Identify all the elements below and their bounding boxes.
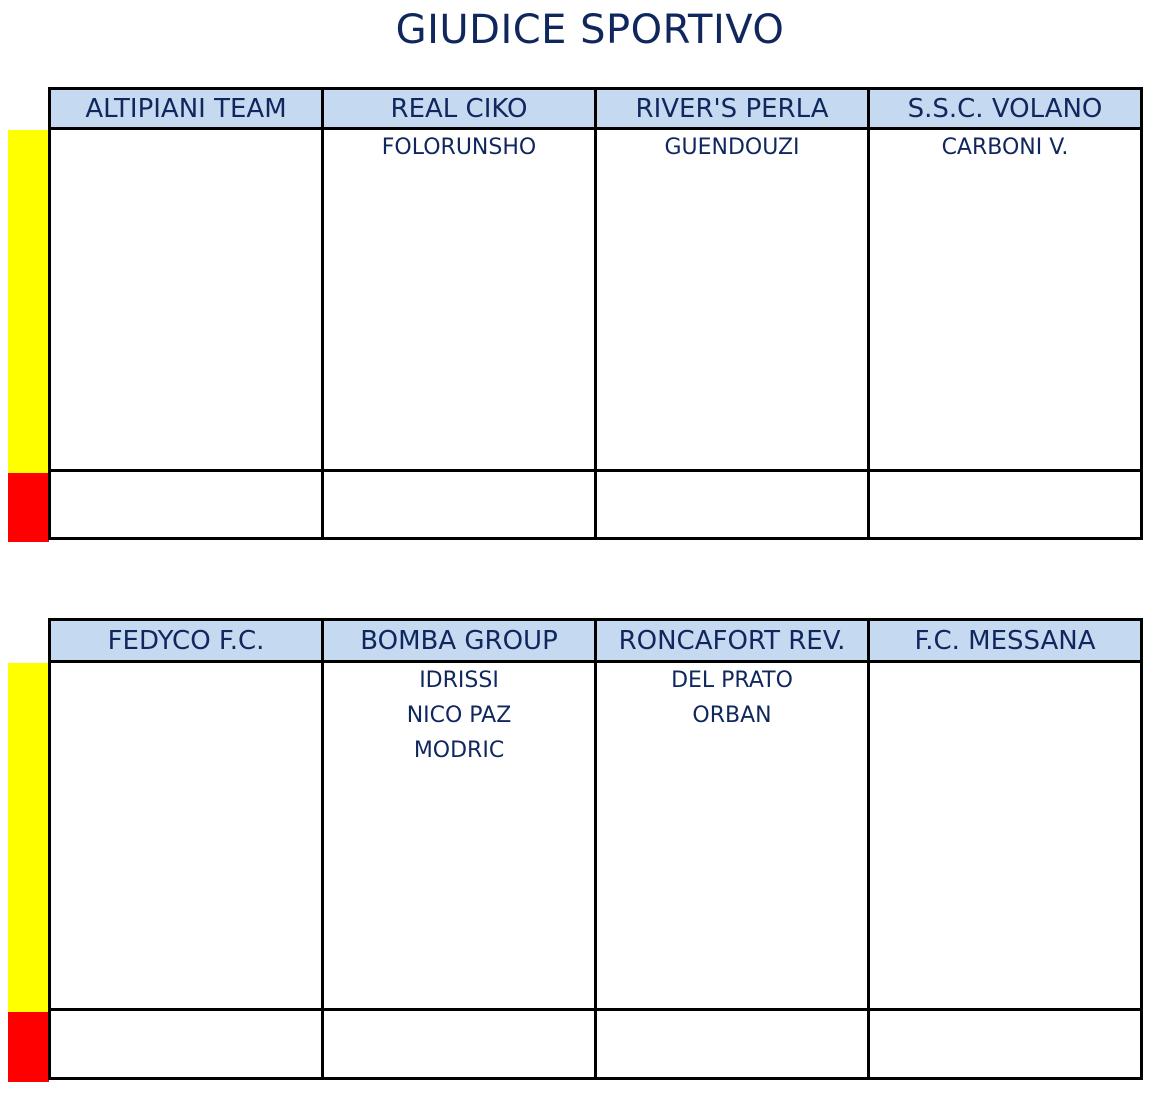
team-header: BOMBA GROUP xyxy=(323,620,596,662)
red-card-cell xyxy=(50,1010,323,1079)
yellow-card-cell xyxy=(596,129,869,471)
team-header: ALTIPIANI TEAM xyxy=(50,89,323,129)
page-title: GIUDICE SPORTIVO xyxy=(395,7,785,53)
player-name: IDRISSI xyxy=(419,668,499,693)
player-name: CARBONI V. xyxy=(941,135,1069,160)
team-header: RIVER'S PERLA xyxy=(596,89,869,129)
team-header-row xyxy=(50,89,1142,129)
team-header: REAL CIKO xyxy=(323,89,596,129)
team-header: S.S.C. VOLANO xyxy=(869,89,1142,129)
yellow-card-marker xyxy=(8,663,49,1012)
player-name: DEL PRATO xyxy=(671,668,793,693)
player-name: GUENDOUZI xyxy=(664,135,800,160)
red-card-cell xyxy=(323,471,596,539)
discipline-table-1 xyxy=(48,87,1143,540)
team-header: RONCAFORT REV. xyxy=(596,620,869,662)
red-card-cell xyxy=(50,471,323,539)
team-header-row xyxy=(50,620,1142,662)
yellow-card-row xyxy=(50,129,1142,471)
red-card-row xyxy=(50,1010,1142,1079)
yellow-card-cell xyxy=(323,129,596,471)
red-card-marker xyxy=(8,1012,49,1082)
player-name: ORBAN xyxy=(692,703,772,728)
yellow-card-cell xyxy=(596,662,869,1010)
discipline-table-2 xyxy=(48,618,1143,1080)
player-name: MODRIC xyxy=(413,738,505,763)
yellow-card-row xyxy=(50,662,1142,1010)
red-card-cell xyxy=(596,1010,869,1079)
red-card-marker xyxy=(8,473,49,542)
player-name: NICO PAZ xyxy=(406,703,512,728)
yellow-card-cell xyxy=(869,129,1142,471)
yellow-card-cell xyxy=(50,662,323,1010)
team-header: FEDYCO F.C. xyxy=(50,620,323,662)
red-card-cell xyxy=(323,1010,596,1079)
red-card-row xyxy=(50,471,1142,539)
yellow-card-cell xyxy=(323,662,596,1010)
team-header: F.C. MESSANA xyxy=(869,620,1142,662)
yellow-card-cell xyxy=(869,662,1142,1010)
red-card-cell xyxy=(596,471,869,539)
yellow-card-cell xyxy=(50,129,323,471)
red-card-cell xyxy=(869,471,1142,539)
player-name: FOLORUNSHO xyxy=(381,135,537,160)
yellow-card-marker xyxy=(8,130,49,473)
red-card-cell xyxy=(869,1010,1142,1079)
